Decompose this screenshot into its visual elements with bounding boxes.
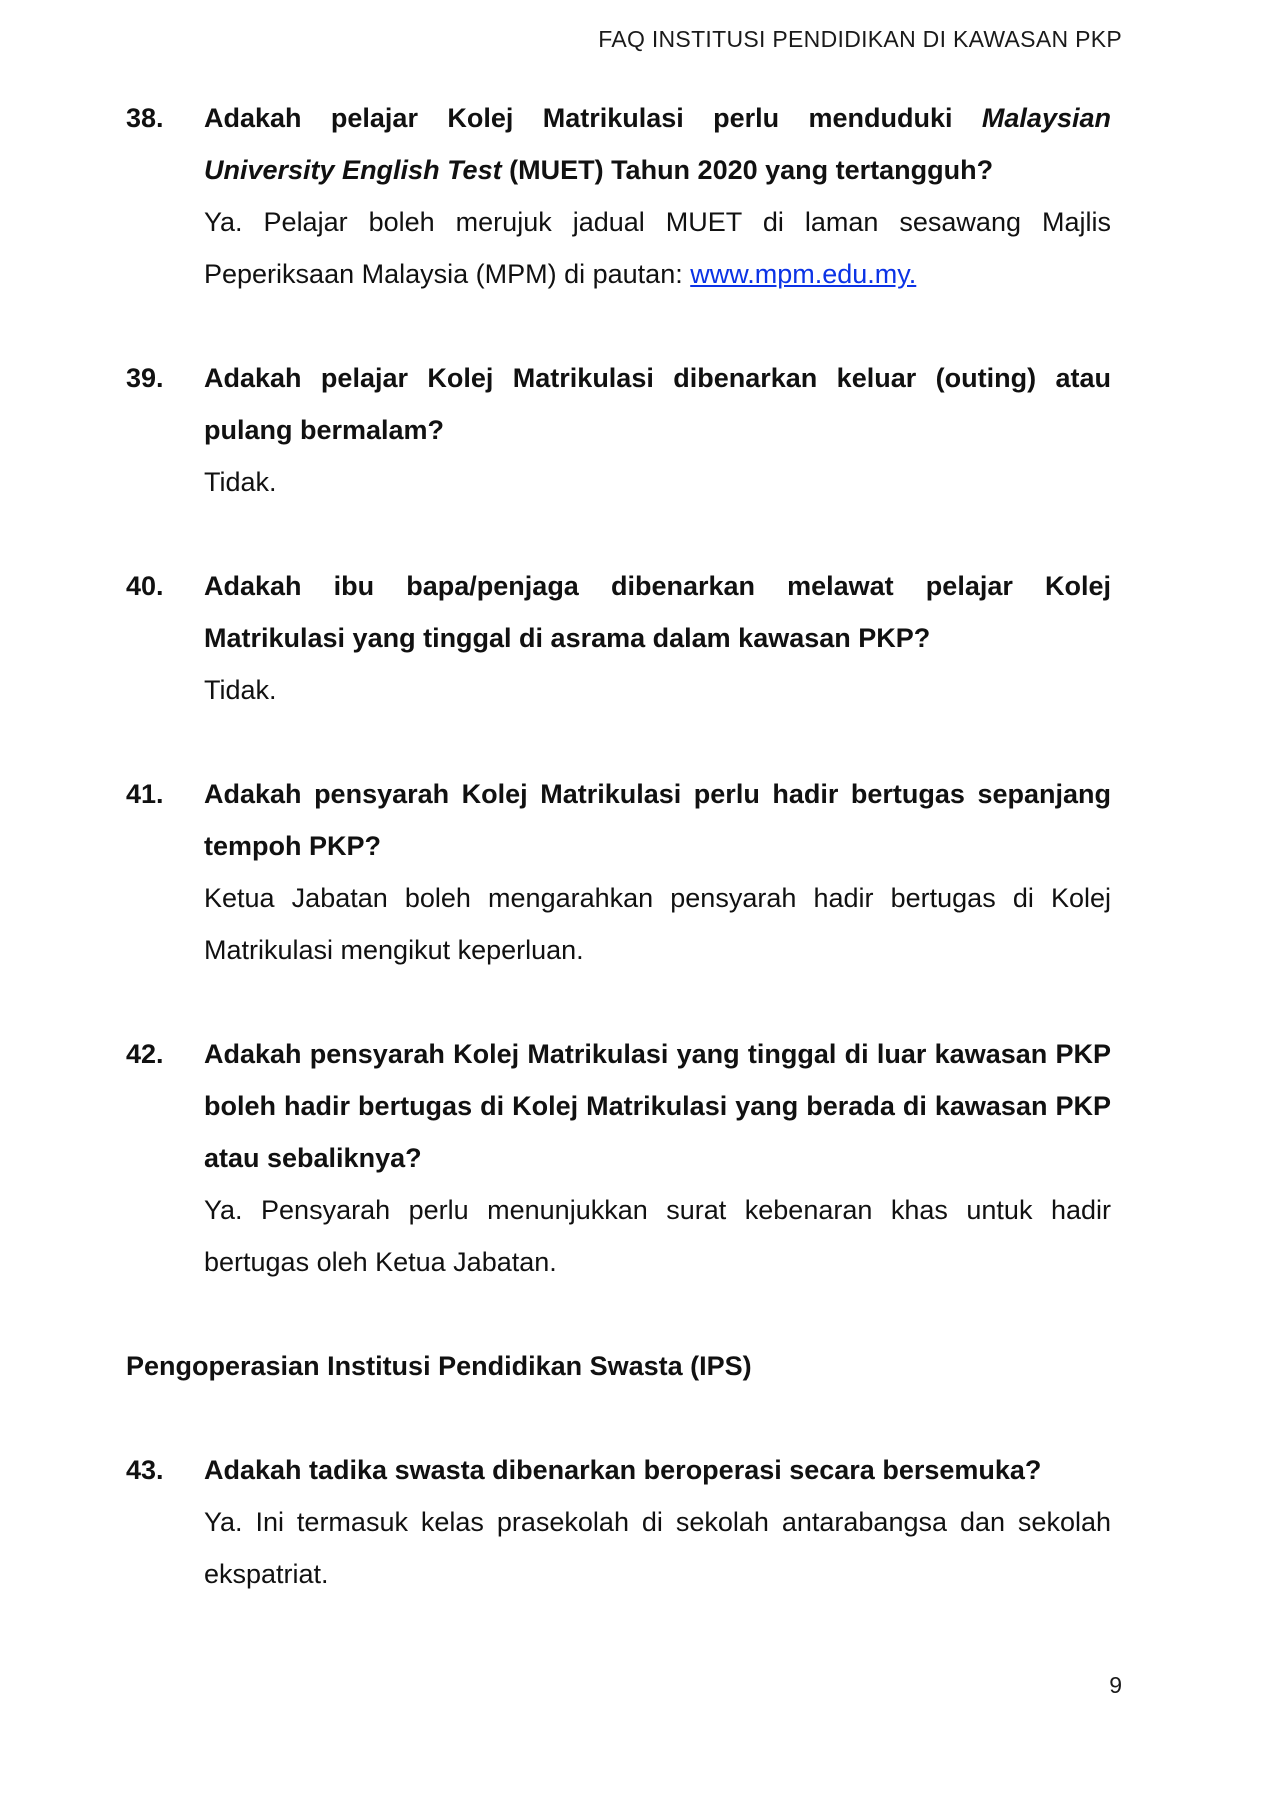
mpm-website-link[interactable]: www.mpm.edu.my. [690,259,917,289]
page-header: FAQ INSTITUSI PENDIDIKAN DI KAWASAN PKP [598,26,1122,52]
faq-number: 40. [126,571,164,601]
faq-question: Adakah pensyarah Kolej Matrikulasi perlu hadir bertugas sepanjang tempoh PKP? [204,779,1111,861]
faq-body [204,768,1111,976]
faq-body [204,92,1111,300]
faq-number: 41. [126,779,164,809]
faq-answer: Ketua Jabatan boleh mengarahkan pensyarah hadir bertugas di Kolej Matrikulasi mengikut keperluan. [204,883,1111,965]
faq-number: 42. [126,1039,164,1069]
faq-answer: Ya. Pensyarah perlu menunjukkan surat kebenaran khas untuk hadir bertugas oleh Ketua Jabatan. [204,1195,1111,1277]
faq-answer: Ya. Ini termasuk kelas prasekolah di sekolah antarabangsa dan sekolah ekspatriat. [204,1507,1111,1589]
faq-number: 38. [126,103,164,133]
faq-question: Adakah ibu bapa/penjaga dibenarkan melawat pelajar Kolej Matrikulasi yang tinggal di asrama dalam kawasan PKP? [204,571,1111,653]
faq-body [204,1028,1111,1288]
faq-body [204,352,1111,508]
faq-question [204,92,1111,196]
faq-content [126,92,1111,1652]
section-heading: Pengoperasian Institusi Pendidikan Swasta (IPS) [126,1351,752,1381]
faq-body [204,1444,1111,1600]
question-text: Adakah pelajar Kolej Matrikulasi perlu menduduki [204,103,982,133]
question-italic-text: Malaysian University English Test [204,103,1111,185]
faq-item-40 [126,560,1111,716]
faq-item-38 [126,92,1111,300]
faq-answer: Tidak. [204,675,277,705]
faq-answer: Tidak. [204,467,277,497]
faq-item-39 [126,352,1111,508]
page-number: 9 [1109,1672,1122,1698]
faq-question: Adakah tadika swasta dibenarkan beroperasi secara bersemuka? [204,1455,1042,1485]
faq-number: 43. [126,1455,164,1485]
faq-question: Adakah pelajar Kolej Matrikulasi dibenarkan keluar (outing) atau pulang bermalam? [204,363,1111,445]
faq-question: Adakah pensyarah Kolej Matrikulasi yang tinggal di luar kawasan PKP boleh hadir bertugas di Kolej Matrikulasi yang berada di kawasan PKP atau sebaliknya? [204,1039,1111,1173]
faq-item-41 [126,768,1111,976]
faq-number: 39. [126,363,164,393]
faq-item-42 [126,1028,1111,1288]
faq-item-43 [126,1444,1111,1600]
question-text: (MUET) Tahun 2020 yang tertangguh? [501,155,994,185]
answer-text: Ya. Pelajar boleh merujuk jadual MUET di laman sesawang Majlis Peperiksaan Malaysia (MPM) di pautan: [204,207,1111,289]
faq-body [204,560,1111,716]
faq-answer [204,196,1111,300]
